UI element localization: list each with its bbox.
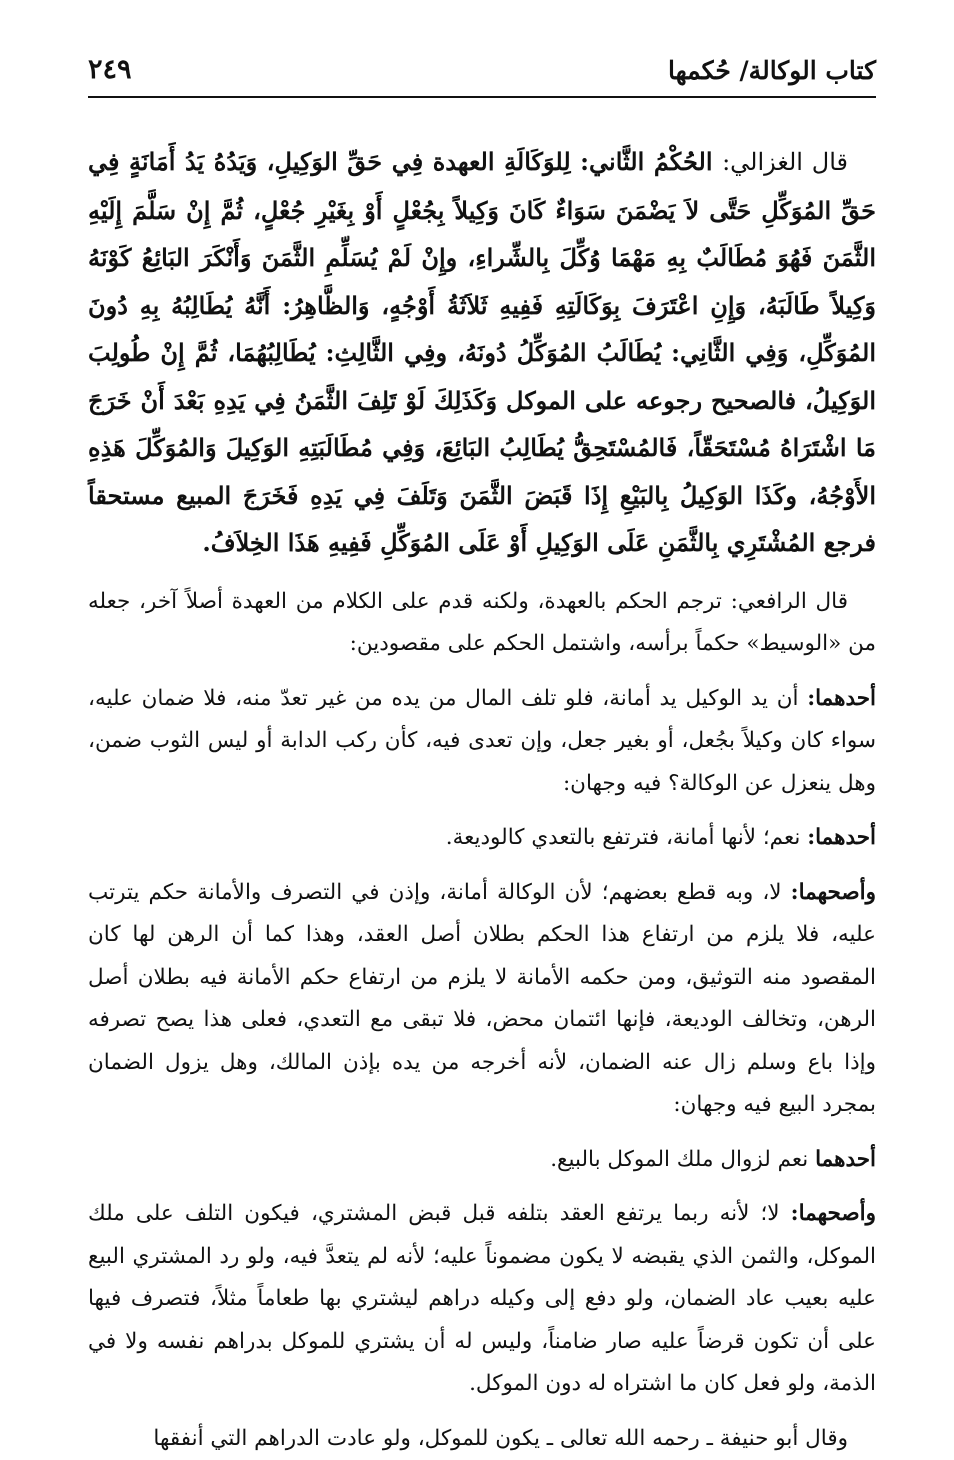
paragraph-lead: أحدهما xyxy=(815,1147,876,1172)
paragraph-text: وقال أبو حنيفة ـ رحمه الله تعالى ـ يكون للموكل، ولو عادت الدراهم التي أنفقها xyxy=(153,1426,848,1451)
page-body xyxy=(88,138,876,1460)
running-title: كتاب الوكالة/ حُكمها xyxy=(668,56,876,85)
matn-text: الحُكْمُ الثَّاني: لِلوَكَالَةِ العهدة فِي حَقِّ الوَكِيلِ، وَيَدُهُ يَدُ أَمَانَةٍ فِي حَقِّ المُوَكِّلِ حَتَّى لاَ يَضْمَنَ سَوَاءٌ كَانَ وَكِيلاً بِجُعْلٍ أَوْ بِغَيْرِ جُعْلٍ، ثُمَّ إِنْ سَلَّمَ إِلَيْهِ الثَّمَنَ فَهُوَ مُطَالَبٌ بِهِ مَهْمَا وُكِّلَ بِالشِّراءِ، وإِنْ لَمْ يُسَلِّمِ الثَّمَنَ وَأَنْكَرَ البَائِعُ كَوْنَهُ وَكِيلاً طَالَبَهُ، وَإِنِ اعْتَرَفَ بِوَكَالَتِهِ فَفِيهِ ثَلاَثَةُ أَوْجُهٍ، وَالظَّاهِرُ: أَنَّهُ يُطَالِبُهُ بِهِ دُونَ المُوَكِّلِ، وَفِي الثَّانِي: يُطَالَبُ المُوَكِّلُ دُونَهُ، وفِي الثَّالِثِ: يُطَالِبُهُمَا، ثُمَّ إِنْ طُولِبَ الوَكِيلُ، فالصحيح رجوعه على الموكل وَكَذَلِكَ لَوْ تَلِفَ الثَّمَنُ فِي يَدِهِ بَعْدَ أَنْ خَرَجَ مَا اشْتَرَاهُ مُسْتَحَقّاً، فَالمُسْتَحِقُّ يُطَالِبُ البَائِعَ، وَفِي مُطَالَبَتِهِ الوَكِيلَ وَالمُوَكِّلَ هَذِهِ الأَوْجُهُ، وكَذَا الوَكِيلُ بِالبَيْعِ إِذَا قَبَضَ الثَّمَنَ وَتَلَفَ فِي يَدِهِ فَخَرَجَ المبيع مستحقاً فرجع المُشْتَرِي بِالثَّمَنِ عَلَى الوَكِيلِ أَوْ عَلَى المُوَكِّلِ فَفِيهِ هَذَا الخِلاَفُ. xyxy=(88,147,876,557)
commentary-paragraph xyxy=(88,678,876,806)
paragraph-lead: أحدهما: xyxy=(807,825,876,850)
paragraph-text: قال الرافعي: ترجم الحكم بالعهدة، ولكنه قدم على الكلام من العهدة أصلاً آخر، جعله من «الوسيط» حكماً برأسه، واشتمل الحكم على مقصودين: xyxy=(88,589,876,657)
paragraph-lead: أحدهما: xyxy=(807,686,876,711)
paragraph-text: أن يد الوكيل يد أمانة، فلو تلف المال من يده من غير تعدّ منه، فلا ضمان عليه، سواء كان وكيلاً بجُعل، أو بغير جعل، وإن تعدى فيه، كأن ركب الدابة أو ليس الثوب ضمن، وهل ينعزل عن الوكالة؟ فيه وجهان: xyxy=(88,686,876,796)
paragraph-text: نعم لزوال ملك الموكل بالبيع. xyxy=(550,1147,815,1172)
commentary-paragraph xyxy=(88,1193,876,1406)
commentary-paragraph xyxy=(88,1139,876,1182)
paragraph-text: لا، وبه قطع بعضهم؛ لأن الوكالة أمانة، وإذن في التصرف والأمانة حكم يترتب عليه، فلا يلزم من ارتفاع هذا الحكم بطلان أصل العقد، وهذا كما أن الرهن لها كان المقصود منه التوثيق، ومن حكمه الأمانة لا يلزم من ارتفاع حكم الأمانة فيه بطلان أصل الرهن، وتخالف الوديعة، فإنها ائتمان محض، فلا تبقى مع التعدي، فعلى هذا يصح تصرفه وإذا باع وسلم زال عنه الضمان، لأنه أخرجه من يده بإذن المالك، وهل يزول الضمان بمجرد البيع فيه وجهان: xyxy=(88,880,876,1118)
page-header xyxy=(88,52,876,98)
commentary-paragraph xyxy=(88,817,876,860)
page-number: ٢٤٩ xyxy=(88,54,132,85)
matn-intro: قال الغزالي: xyxy=(722,148,848,176)
matn-paragraph xyxy=(88,138,876,567)
commentary-paragraph xyxy=(88,581,876,666)
paragraph-text: نعم؛ لأنها أمانة، فترتفع بالتعدي كالوديعة. xyxy=(446,825,807,850)
paragraph-lead: وأصحهما: xyxy=(791,1201,876,1226)
paragraph-text: لا؛ لأنه ربما يرتفع العقد بتلفه قبل قبض المشتري، فيكون التلف على ملك الموكل، والثمن الذي يقبضه لا يكون مضموناً عليه؛ لأنه لم يتعدَّ فيه، ولو رد المشتري البيع عليه بعيب عاد الضمان، ولو دفع إلى وكيله دراهم ليشتري بها طعاماً مثلاً، فتصرف فيها على أن تكون قرضاً عليه صار ضامناً، وليس له أن يشتري للموكل بدراهم نفسه ولا في الذمة، ولو فعل كان ما اشتراه له دون الموكل. xyxy=(88,1201,876,1396)
commentary-paragraph xyxy=(88,872,876,1127)
paragraph-lead: وأصحهما: xyxy=(791,880,876,905)
commentary-paragraph xyxy=(88,1418,876,1460)
